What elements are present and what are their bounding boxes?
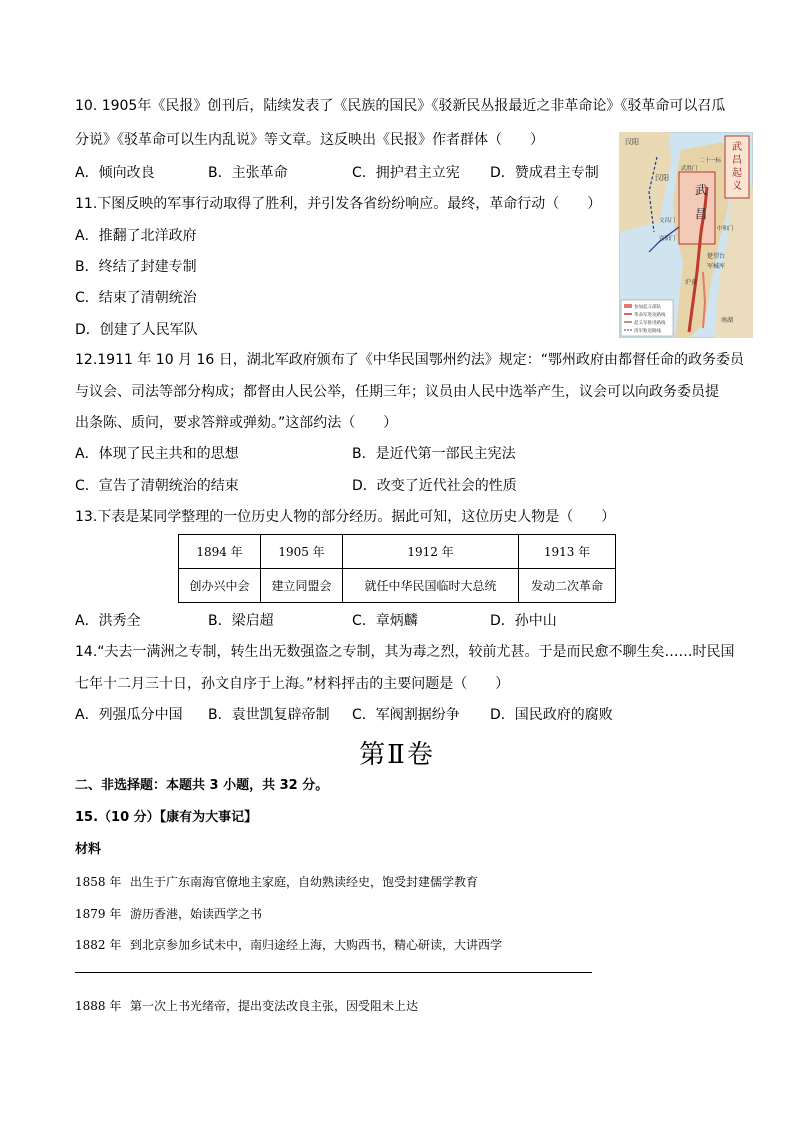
q13-option-a: A．洪秀全 bbox=[75, 613, 141, 629]
map-label-chuwang: 楚望台 bbox=[707, 253, 726, 260]
q14-line1: 14.“夫去一满洲之专制，转生出无数强盗之专制，其为毒之烈，较前尤甚。于是而民愈不聊生矣……时民国 bbox=[75, 644, 735, 660]
table-cell-year: 1905 年 bbox=[261, 535, 343, 569]
q14-option-d: D．国民政府的腐败 bbox=[490, 707, 613, 723]
q10-option-c: C．拥护君主立宪 bbox=[352, 165, 460, 181]
map-label-wu: 武 bbox=[695, 183, 708, 197]
map-label-hanyang-2: 汉阳 bbox=[655, 174, 669, 182]
section-heading: 二、非选择题：本题共 3 小题，共 32 分。 bbox=[75, 778, 329, 793]
table-cell-year: 1894 年 bbox=[179, 535, 261, 569]
q11-option-a: A．推翻了北洋政府 bbox=[75, 228, 197, 244]
table-row bbox=[179, 535, 616, 569]
map-label-wusheng: 武胜门 bbox=[681, 166, 698, 172]
map-label-zhongshe: 中和门 bbox=[717, 226, 734, 232]
map-legend-1: 革命军进攻路线 bbox=[634, 313, 666, 318]
map-title-char-2: 昌 bbox=[732, 155, 742, 166]
table-cell-event: 发动二次革命 bbox=[519, 569, 616, 603]
map-legend-2: 起义军推进路线 bbox=[634, 321, 666, 326]
q13-option-c: C．章炳麟 bbox=[352, 613, 418, 629]
event-year: 1879 年 bbox=[75, 907, 122, 921]
q12-line1: 12.1911 年 10 月 16 日，湖北军政府颁布了《中华民国鄂州约法》规定：“鄂州政府由都督任命的政务委员 bbox=[75, 352, 745, 368]
q14-option-a: A．列强瓜分中国 bbox=[75, 707, 183, 723]
map-title-char-4: 义 bbox=[732, 181, 742, 192]
map-label-jianchu: 沪黄 bbox=[685, 279, 698, 286]
table-cell-event: 就任中华民国临时大总统 bbox=[343, 569, 519, 603]
q15-heading: 15.（10 分）【康有为大事记】 bbox=[75, 810, 258, 825]
event-text: 游历香港，始读西学之书 bbox=[130, 907, 263, 921]
q12-option-d: D．改变了近代社会的性质 bbox=[352, 478, 517, 494]
q11-line1: 11.下图反映的军事行动取得了胜利，并引发各省纷纷响应。最终，革命行动（ ） bbox=[75, 196, 602, 212]
q13-line1: 13.下表是某同学整理的一位历史人物的部分经历。据此可知，这位历史人物是（ ） bbox=[75, 509, 616, 525]
wuchang-uprising-map bbox=[619, 132, 753, 338]
map-label-zhanglou: 军械库 bbox=[707, 263, 726, 270]
map-legend-3: 清军败退路线 bbox=[634, 329, 661, 334]
q12-line2: 与议会、司法等部分构成；都督由人民公举，任期三年；议员由人民中选举产生，议会可以向政务委员提 bbox=[75, 384, 719, 400]
map-label-nanhu: 南湖 bbox=[721, 317, 734, 324]
q10-option-b: B．主张革命 bbox=[208, 165, 288, 181]
event-text: 第一次上书光绪帝，提出变法改良主张，因受阻未上达 bbox=[130, 999, 419, 1013]
q14-line2: 七年十二月三十日，孙文自序于上海。”材料抨击的主要问题是（ ） bbox=[75, 676, 510, 692]
map-title-char-1: 武 bbox=[732, 142, 742, 153]
q14-option-c: C．军阀割据纷争 bbox=[352, 707, 460, 723]
q12-option-c: C．宣告了清朝统治的结束 bbox=[75, 478, 239, 494]
q12-line3: 出条陈、质问，要求答辩或弹劾。”这部约法（ ） bbox=[75, 415, 398, 431]
table-cell-event: 建立同盟会 bbox=[261, 569, 343, 603]
material-label: 材料 bbox=[75, 842, 102, 857]
map-label-hanyang: 汉阳 bbox=[625, 138, 639, 146]
divider-line bbox=[75, 972, 592, 973]
table-cell-year: 1913 年 bbox=[519, 535, 616, 569]
event-year: 1882 年 bbox=[75, 938, 122, 952]
q11-option-c: C．结束了清朝统治 bbox=[75, 290, 197, 306]
q12-option-b: B．是近代第一部民主宪法 bbox=[352, 446, 516, 462]
q11-option-b: B．终结了封建专制 bbox=[75, 259, 197, 275]
q11-option-d: D．创建了人民军队 bbox=[75, 322, 198, 338]
q10-line2: 分说》《驳革命可以生内乱说》等文章。这反映出《民报》作者群体（ ） bbox=[75, 132, 544, 148]
q13-table bbox=[178, 534, 616, 603]
map-label-erbiao: 二十一标 bbox=[699, 158, 722, 164]
map-title-char-3: 起 bbox=[732, 168, 742, 179]
part2-title: 第Ⅱ卷 bbox=[359, 740, 435, 770]
q10-line1: 10. 1905年《民报》创刊后，陆续发表了《民族的国民》《驳新民丛报最近之非革命论》《驳革命可以召瓜 bbox=[75, 98, 726, 114]
q10-option-a: A．倾向改良 bbox=[75, 165, 155, 181]
map-legend-0: 参加起义部队 bbox=[634, 305, 661, 310]
q10-option-d: D．赞成君主专制 bbox=[490, 165, 599, 181]
table-cell-year: 1912 年 bbox=[343, 535, 519, 569]
q12-option-a: A．体现了民主共和的思想 bbox=[75, 446, 239, 462]
event-year: 1858 年 bbox=[75, 875, 122, 889]
q14-option-b: B．袁世凯复辟帝制 bbox=[208, 707, 330, 723]
q13-option-d: D．孙中山 bbox=[490, 613, 557, 629]
map-label-wenchang: 文昌门 bbox=[659, 218, 676, 224]
table-row bbox=[179, 569, 616, 603]
map-label-chang: 昌 bbox=[695, 207, 708, 221]
map-label-guanshan: 宾阳门 bbox=[659, 236, 676, 242]
event-text: 出生于广东南海官僚地主家庭，自幼熟读经史，饱受封建儒学教育 bbox=[130, 875, 479, 889]
q13-option-b: B．梁启超 bbox=[208, 613, 274, 629]
table-cell-event: 创办兴中会 bbox=[179, 569, 261, 603]
event-year: 1888 年 bbox=[75, 999, 122, 1013]
event-text: 到北京参加乡试未中，南归途经上海，大购西书，精心研读，大讲西学 bbox=[130, 938, 503, 952]
